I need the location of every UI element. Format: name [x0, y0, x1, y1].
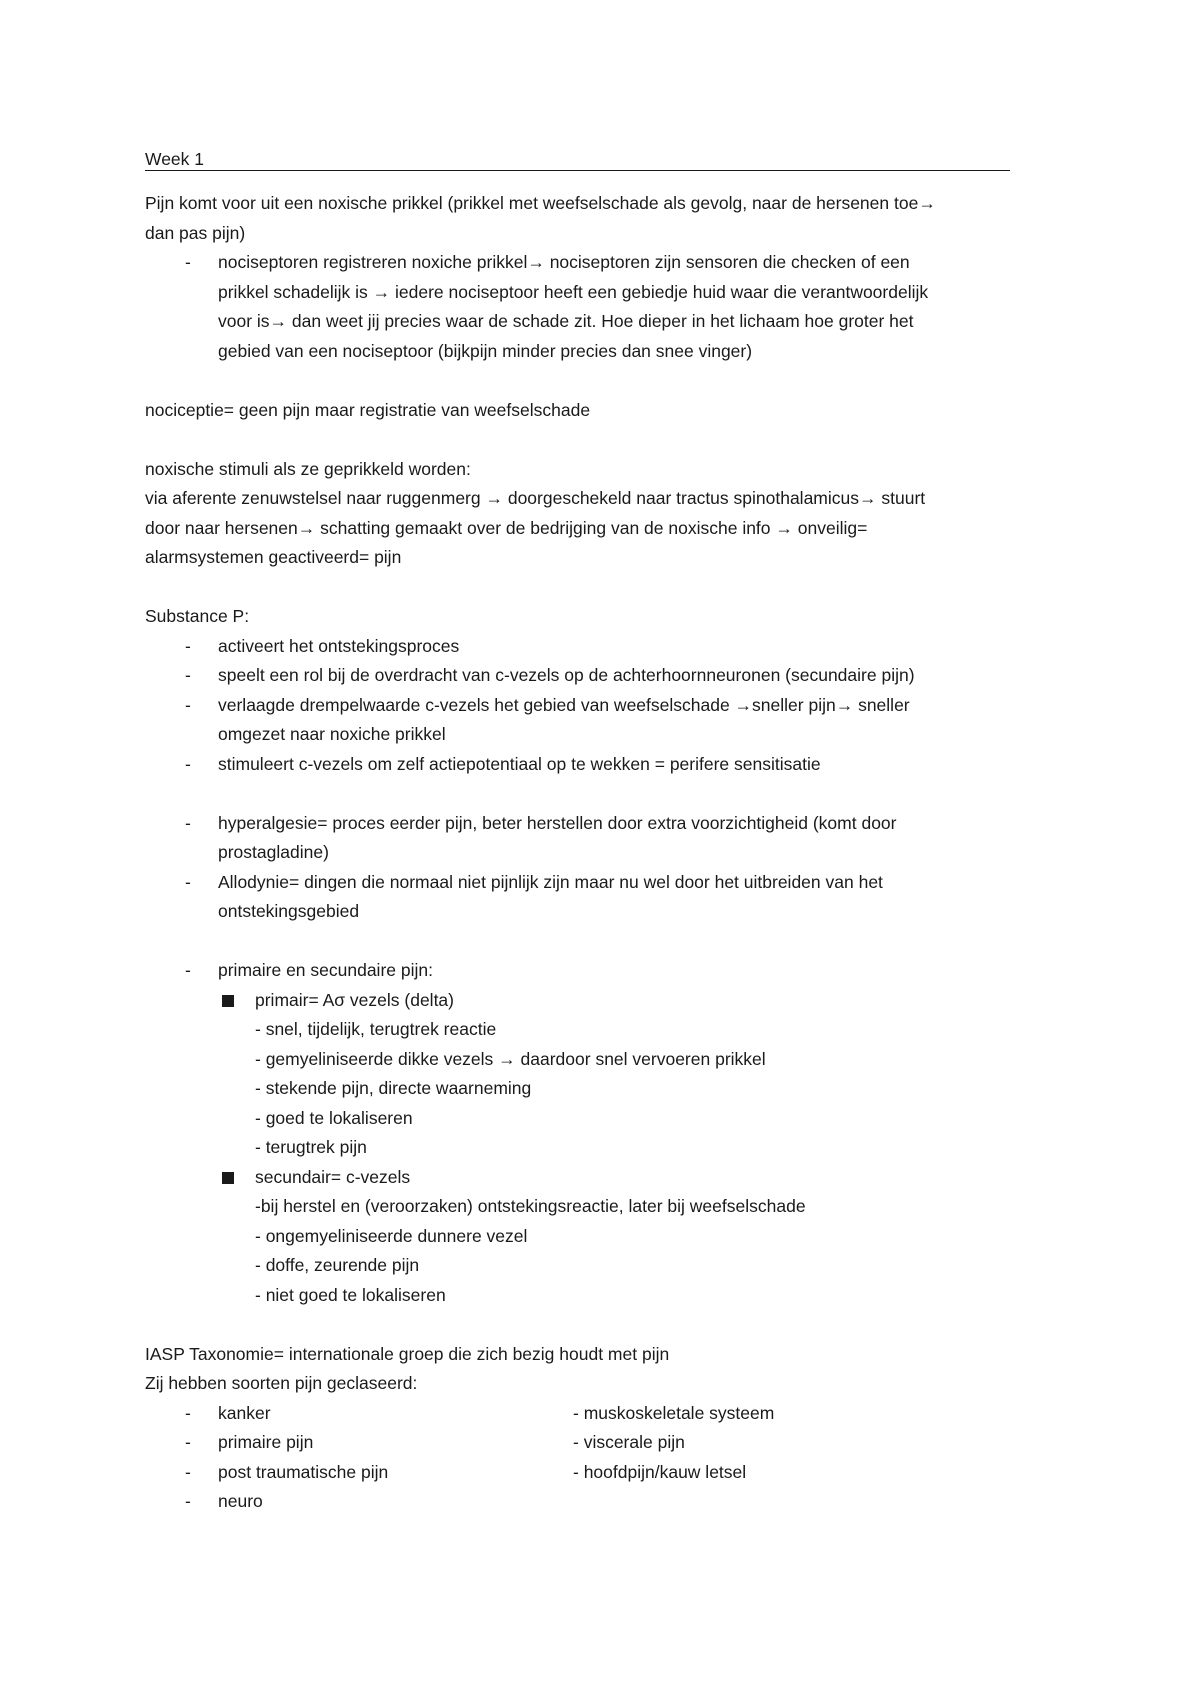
pain-type: - neuro	[218, 1491, 263, 1511]
pain-type: - viscerale pijn	[573, 1432, 685, 1452]
sub-line: - ongemyeliniseerde dunnere vezel	[255, 1225, 528, 1246]
pain-type: - kanker	[218, 1402, 271, 1423]
iasp-line: Zij hebben soorten pijn geclaseerd:	[145, 1373, 418, 1393]
pain-type: - muskoskeletale systeem	[573, 1402, 775, 1423]
page-heading: Week 1	[145, 148, 1010, 171]
list-line: prostagladine)	[218, 842, 329, 862]
list-line: verlaagde drempelwaarde c-vezels het gebied van weefselschade →sneller pijn→ sneller	[218, 694, 910, 715]
list-item	[145, 1458, 1065, 1488]
list-line: voor is→ dan weet jij precies waar de schade zit. Hoe dieper in het lichaam hoe groter het	[218, 311, 914, 331]
list-line: omgezet naar noxiche prikkel	[218, 724, 446, 744]
list-item: - stimuleert c-vezels om zelf actiepotentiaal op te wekken = perifere sensitisatie	[145, 750, 1065, 780]
list-line: gebied van een nociseptoor (bijkpijn minder precies dan snee vinger)	[218, 340, 753, 361]
list-item: - activeert het ontstekingsproces	[145, 632, 1065, 662]
sub-line: - goed te lokaliseren	[255, 1107, 413, 1128]
sub-line: -bij herstel en (veroorzaken) ontstekingsreactie, later bij weefselschade	[255, 1196, 806, 1216]
list-line: hyperalgesie= proces eerder pijn, beter herstellen door extra voorzichtigheid (komt door	[218, 812, 897, 833]
iasp-line: IASP Taxonomie= internationale groep die zich bezig houdt met pijn	[145, 1343, 670, 1364]
square-bullet-item: secundair= c-vezels	[145, 1163, 1065, 1193]
noxische-line: via aferente zenuwstelsel naar ruggenmerg → doorgeschekeld naar tractus spinothalamicus→ stuurt	[145, 488, 926, 508]
sub-line: - snel, tijdelijk, terugtrek reactie	[255, 1019, 497, 1039]
square-bullet-item: primair= Aσ vezels (delta)	[145, 986, 1065, 1016]
list-item	[145, 1399, 1065, 1429]
intro-line: Pijn komt voor uit een noxische prikkel (prikkel met weefselschade als gevolg, naar de hersenen toe→	[145, 193, 936, 213]
pain-type: - primaire pijn	[218, 1432, 314, 1452]
sub-line: - terugtrek pijn	[255, 1137, 367, 1157]
document-body	[145, 148, 1065, 1517]
sub-line: - stekende pijn, directe waarneming	[255, 1078, 532, 1098]
noxische-line: noxische stimuli als ze geprikkeld worden:	[145, 458, 471, 479]
nociceptie-definition: nociceptie= geen pijn maar registratie van weefselschade	[145, 399, 591, 420]
list-item	[145, 809, 1065, 868]
list-item: - speelt een rol bij de overdracht van c-vezels op de achterhoornneuronen (secundaire pijn)	[145, 661, 1065, 691]
intro-line: dan pas pijn)	[145, 222, 246, 243]
sub-line: - niet goed te lokaliseren	[255, 1284, 446, 1305]
list-line: Allodynie= dingen die normaal niet pijnlijk zijn maar nu wel door het uitbreiden van het	[218, 871, 883, 892]
sub-line: - doffe, zeurende pijn	[255, 1255, 420, 1275]
list-item	[145, 868, 1065, 927]
list-item	[145, 1487, 1065, 1517]
list-item	[145, 691, 1065, 750]
pain-type: - hoofdpijn/kauw letsel	[573, 1461, 747, 1482]
list-line: prikkel schadelijk is → iedere nociseptoor heeft een gebiedje huid waar die verantwoordelijk	[218, 281, 929, 302]
noxische-line: alarmsystemen geactiveerd= pijn	[145, 547, 402, 567]
pain-type: - post traumatische pijn	[218, 1461, 389, 1482]
list-item	[145, 248, 1065, 366]
list-item	[145, 1428, 1065, 1458]
sub-line: - gemyeliniseerde dikke vezels → daardoor snel vervoeren prikkel	[255, 1048, 766, 1069]
list-line: nociseptoren registreren noxiche prikkel→ nociseptoren zijn sensoren die checken of een	[218, 252, 910, 272]
noxische-line: door naar hersenen→ schatting gemaakt over de bedrijging van de noxische info → onveilig=	[145, 517, 868, 538]
list-line: ontstekingsgebied	[218, 901, 360, 921]
list-item: - primaire en secundaire pijn:	[145, 956, 1065, 986]
section-title-substance-p: Substance P:	[145, 606, 250, 626]
